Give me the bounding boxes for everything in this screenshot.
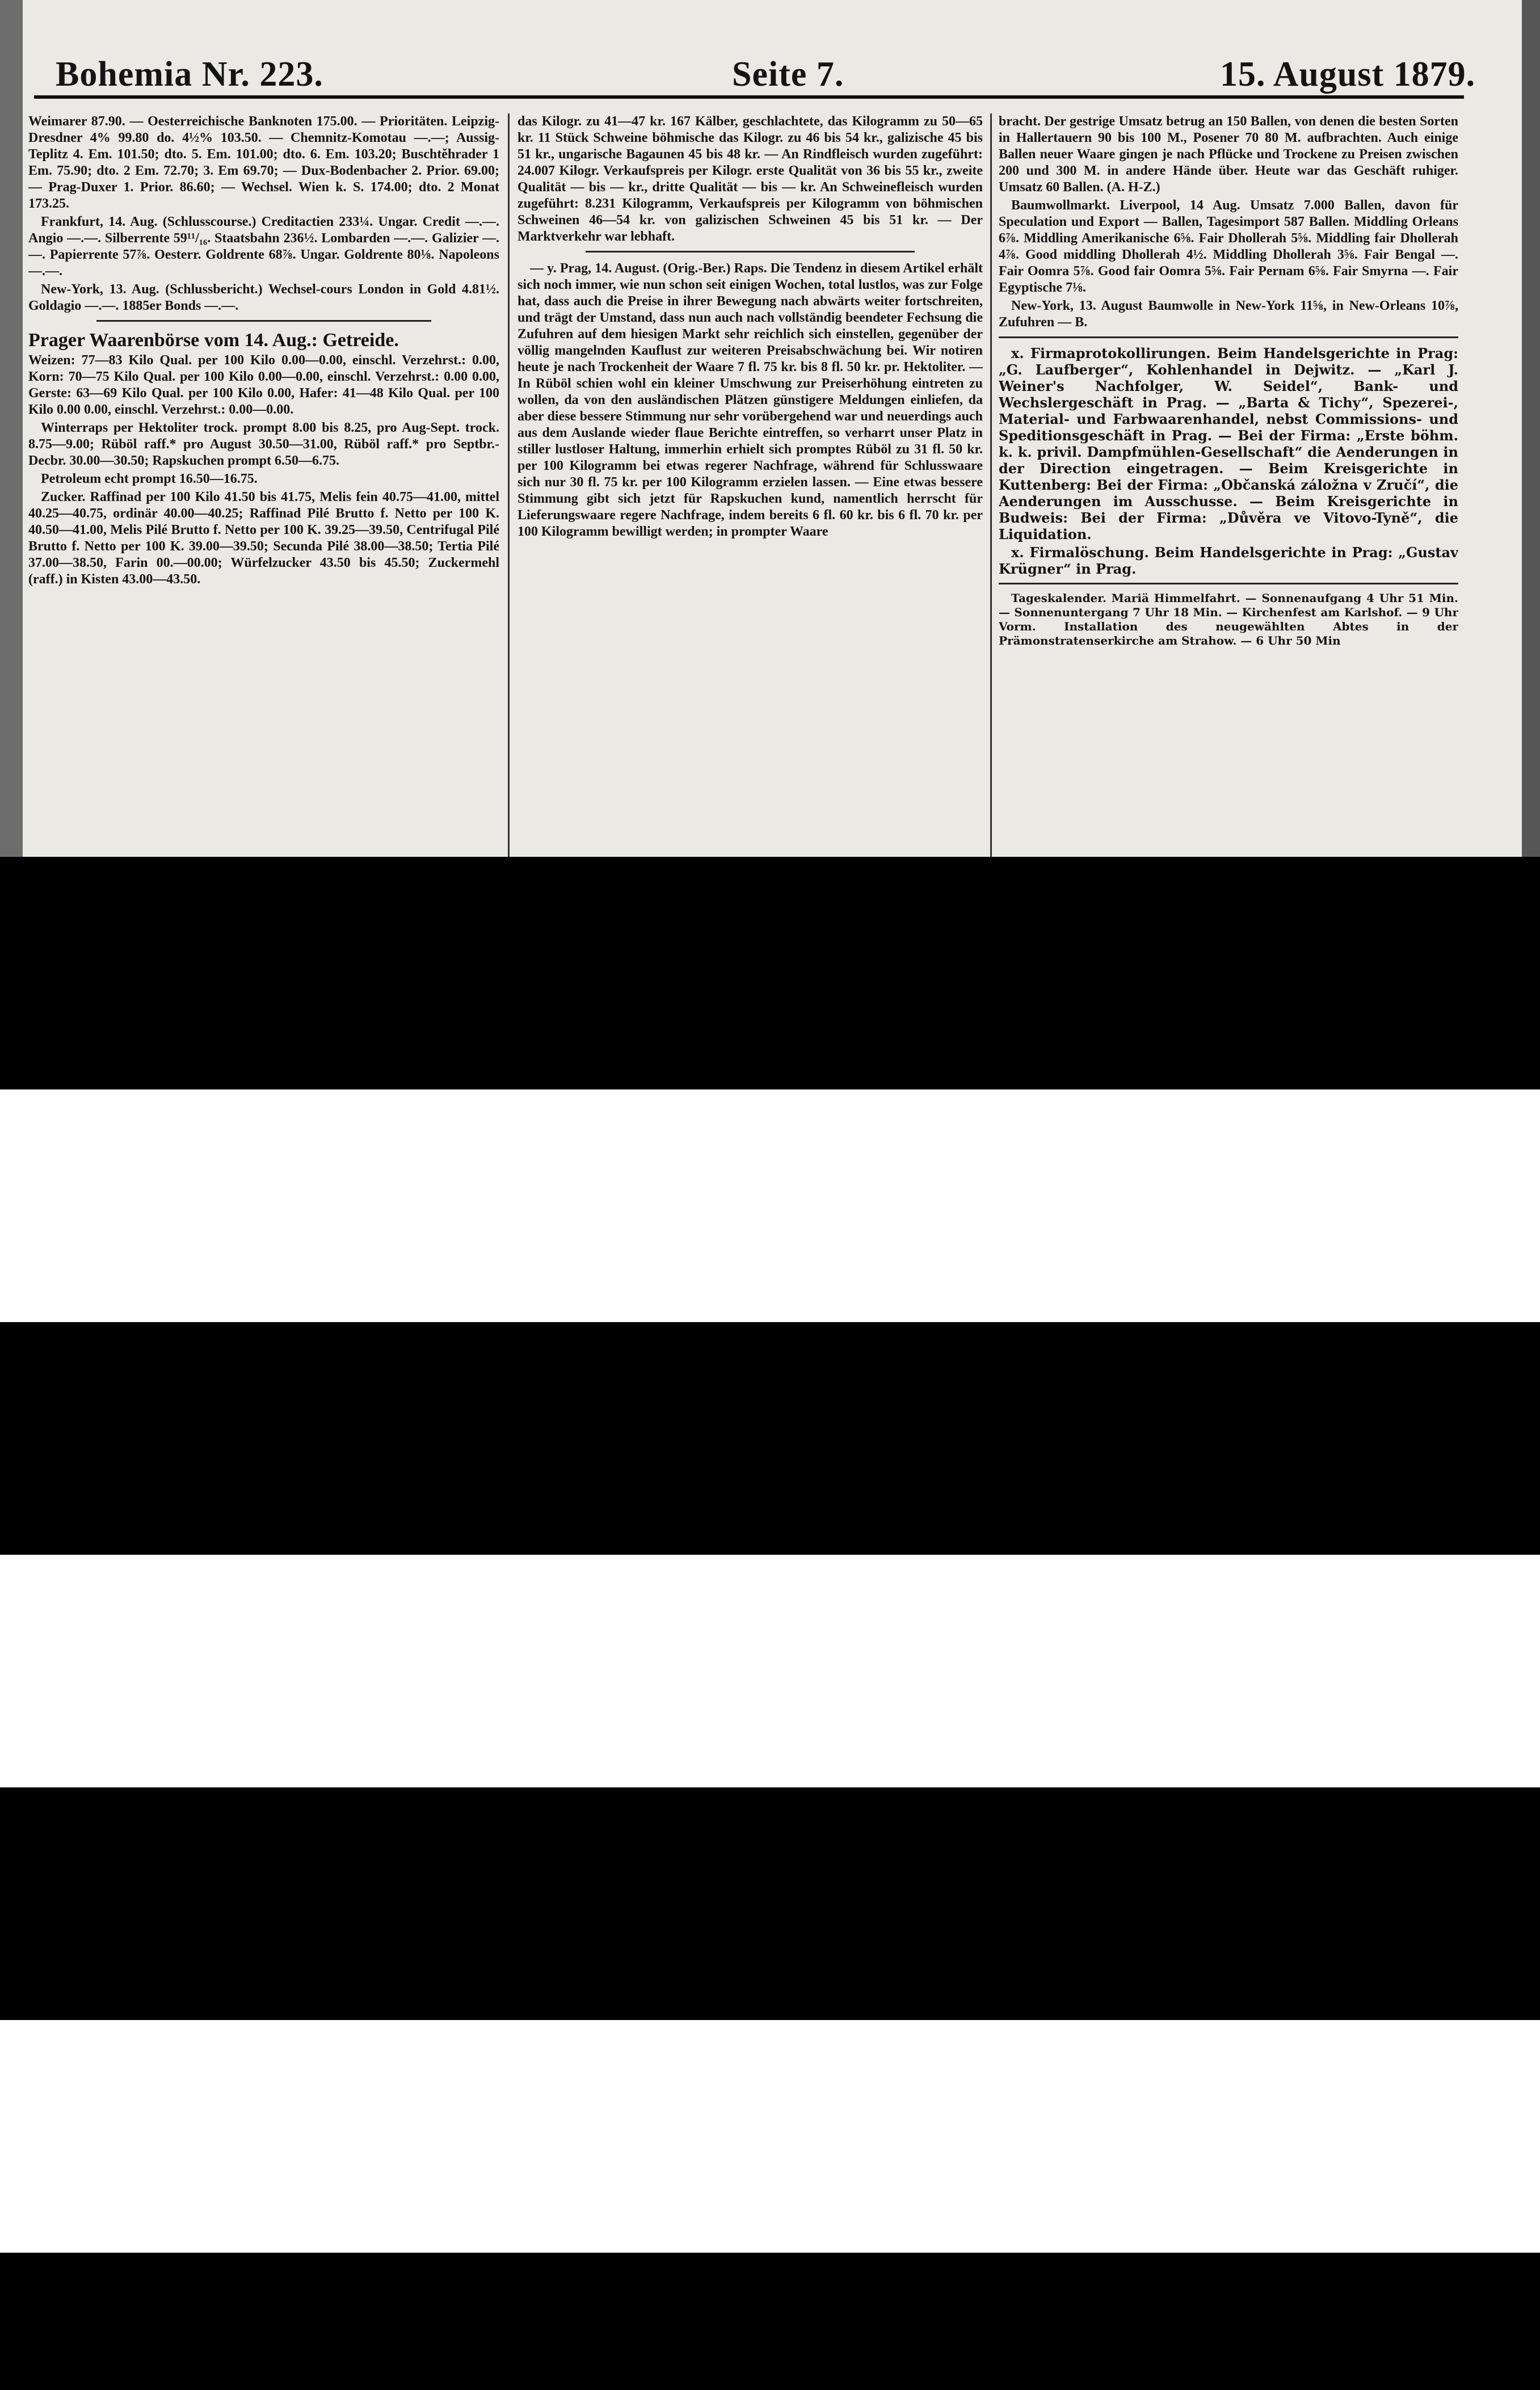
section-rule	[999, 583, 1458, 584]
rapeseed-report: — y. Prag, 14. August. (Orig.-Ber.) Raps. Die Tendenz in diesem Artikel erhält sich noch immer, wie nun schon seit einigen Wochen, total lustlos, was zur Folge hat, dass auch die Preise in ihrer Bewegung nach abwärts weiter fortschreiten, und trägt der Umstand, dass nun auch nach vollständig beendeter Fechsung die Zufuhren auf dem hiesigen Markt sehr reichlich sich einstellen, gegenüber der völlig mangelnden Kauflust zur weiteren Preisabschwächung bei. Wir notiren heute je nach Trockenheit der Waare 7 fl. 75 kr. bis 8 fl. 50 kr. pr. Hektoliter. — In Rüböl schien wohl ein kleiner Umschwung zur Preiserhöhung eintreten zu wollen, da von den ausländischen Plätzen günstigere Meldungen einliefen, da aber diese bessere Stimmung nur sehr vorübergehend war und neuerdings auch aus dem Auslande wieder flaue Berichte eintreffen, so verharrt unser Platz in stiller lustloser Haltung, immerhin erhielt sich promptes Rüböl zu 31 fl. 50 kr. per 100 Kilogramm bei etwas regerer Nachfrage, während für Schlusswaare sich nur 30 fl. 75 kr. per 100 Kilogramm erzielen lassen. — Eine etwas bessere Stimmung gibt sich jetzt für Rapskuchen kund, namentlich herrscht für Lieferungswaare regere Nachfrage, indem bereits 6 fl. 60 kr. bis 6 fl. 70 kr. per 100 Kilogramm bewilligt werden; in prompter Waare	[517, 261, 983, 539]
column-left	[28, 113, 499, 857]
black-band	[0, 2253, 1540, 2390]
column-middle	[517, 113, 983, 857]
hops-report: bracht. Der gestrige Umsatz betrug an 150 Ballen, von denen die besten Sorten in Hallertauern 90 bis 100 M., Posener 70 80 M. aufbrachten. Auch einige Ballen neuer Waare gingen je nach Pflücke und Trockene zu Preisen zwischen 200 und 300 M. in andere Hände über. Heute war das Geschäft ruhiger. Umsatz 60 Ballen. (A. H-Z.)	[999, 114, 1458, 195]
cotton-report: Baumwollmarkt. Liverpool, 14 Aug. Umsatz 7.000 Ballen, davon für Speculation und Export — Ballen, Tagesimport 587 Ballen. Middling Orleans 6⅞. Middling Amerikanische 6⅝. Fair Dhollerah 5⅝. Middling fair Dhollerah 4⅞. Good middling Dhollerah 4½. Middling Dhollerah 3⅝. Fair Bengal —. Fair Oomra 5⅞. Good fair Oomra 5⅝. Fair Pernam 6⅝. Fair Smyrna —. Fair Egyptische 7⅛.	[999, 198, 1458, 295]
header-rule	[34, 95, 1464, 99]
section-rule	[96, 320, 431, 322]
section-rule	[999, 336, 1458, 338]
boerse-heading: Prager Waarenbörse vom 14. Aug.: Getreide.	[28, 330, 399, 351]
frankfurt-report: Frankfurt, 14. Aug. (Schlusscourse.) Creditactien 233¼. Ungar. Credit —.—. Angio —.—. Silberrente 59¹¹/₁₆. Staatsbahn 236½. Lombarden —.—. Galizier —.—. Papierrente 57⅞. Oesterr. Goldrente 68⅞. Ungar. Goldrente 80⅛. Napoleons —.—.	[28, 214, 499, 279]
black-band	[0, 857, 1540, 1089]
grain-prices: Weizen: 77—83 Kilo Qual. per 100 Kilo 0.00—0.00, einschl. Verzehrst.: 0.00, Korn: 70—75 Kilo Qual. per 100 Kilo 0.00—0.00, einschl. Verzehrst.: 0.00 0.00, Gerste: 63—69 Kilo Qual. per 100 Kilo 0.00, Hafer: 41—48 Kilo Qual. per 100 Kilo 0.00 0.00, einschl. Verzehrst.: 0.00—0.00.	[28, 353, 499, 417]
newspaper-scan	[0, 0, 1540, 857]
newyork-report: New-York, 13. Aug. (Schlussbericht.) Wechsel-cours London in Gold 4.81½. Goldagio —.—. 1885er Bonds —.—.	[28, 282, 499, 313]
white-band	[0, 1555, 1540, 1787]
white-band	[0, 2020, 1540, 2253]
firm-registrations: x. Firmaprotokollirungen. Beim Handelsgerichte in Prag: „G. Laufberger“, Kohlenhandel in Dejwitz. — „Karl J. Weiner's Nachfolger, W. Seidel“, Bank- und Wechslergeschäft in Prag. — „Barta & Tichy“, Spezerei-, Material- und Farbwaarenhandel, nebst Commissions- und Speditionsgeschäft in Prag. — Bei der Firma: „Erste böhm. k. k. privil. Dampfmühlen-Gesellschaft“ die Aenderungen in der Direction eingetragen. — Beim Kreisgerichte in Kuttenberg: Bei der Firma: „Občanská záložna v Zručí“, die Aenderungen im Ausschusse. — Beim Kreisgerichte in Budweis: Bei der Firma: „Důvěra ve Vitovo-Tyně“, die Liquidation.	[999, 345, 1458, 542]
section-rule	[586, 251, 915, 253]
cattle-market-report: das Kilogr. zu 41—47 kr. 167 Kälber, geschlachtete, das Kilogramm zu 50—65 kr. 11 Stück Schweine böhmische das Kilogr. zu 46 bis 54 kr., galizische 45 bis 51 kr., ungarische Bagaunen 45 bis 48 kr. — An Rindfleisch wurden zugeführt: 24.007 Kilogr. Verkaufspreis per Kilogr. erste Qualität von 36 bis 55 kr., zweite Qualität — bis — kr., dritte Qualität — bis — kr. An Schweinefleisch wurden zugeführt: 8.231 Kilogramm, Verkaufspreis per Kilogramm von böhmischen Schweinen 46—54 kr. von galizischen Schweinen 45 bis 51 kr. — Der Marktverkehr war lebhaft.	[517, 114, 983, 244]
column-divider	[508, 113, 510, 857]
daily-calendar: Tageskalender. Mariä Himmelfahrt. — Sonnenaufgang 4 Uhr 51 Min. — Sonnenuntergang 7 Uhr 18 Min. — Kirchenfest am Karlshof. — 9 Uhr Vorm. Installation des neugewählten Abtes in der Prämonstratenserkirche am Strahow. — 6 Uhr 50 Min	[999, 591, 1458, 647]
white-band	[0, 1089, 1540, 1322]
header-page-number: Seite 7.	[732, 55, 844, 94]
black-band	[0, 1787, 1540, 2020]
header-publication: Bohemia Nr. 223.	[56, 55, 323, 94]
exchange-report: Weimarer 87.90. — Oesterreichische Banknoten 175.00. — Prioritäten. Leipzig-Dresdner 4% 99.80 do. 4½% 103.50. — Chemnitz-Komotau —.—; Aussig-Teplitz 4. Em. 101.50; dto. 5. Em. 101.00; dto. 6. Em. 103.20; Buschtěhrader 1 Em. 75.90; dto. 2 Em. 72.70; 3. Em 69.70; — Dux-Bodenbacher 2. Prior. 69.00; — Prag-Duxer 1. Prior. 86.60; — Wechsel. Wien k. S. 174.00; dto. 2 Monat 173.25.	[28, 114, 499, 211]
newyork-cotton-report: New-York, 13. August Baumwolle in New-York 11⅝, in New-Orleans 10⅞, Zufuhren — B.	[999, 298, 1458, 330]
sugar-prices: Zucker. Raffinad per 100 Kilo 41.50 bis 41.75, Melis fein 40.75—41.00, mittel 40.25—40.75, ordinär 40.00—40.25; Raffinad Pilé Brutto f. Netto per 100 K. 40.50—41.00, Melis Pilé Brutto f. Netto per 100 K. 39.25—39.50, Centrifugal Pilé Brutto f. Netto per 100 K. 39.00—39.50; Secunda Pilé 38.00—38.50; Tertia Pilé 37.00—38.50, Farin 00.—00.00; Würfelzucker 43.50 bis 45.50; Zuckermehl (raff.) in Kisten 43.00—43.50.	[28, 490, 499, 587]
scan-blank-band-area	[0, 857, 1540, 2390]
header-date: 15. August 1879.	[1220, 55, 1476, 94]
rapeseed-prices: Winterraps per Hektoliter trock. prompt 8.00 bis 8.25, pro Aug-Sept. trock. 8.75—9.00; Rüböl raff.* pro August 30.50—31.00, Rüböl raff.* pro Septbr.-Decbr. 30.00—30.50; Rapskuchen prompt 6.50—6.75.	[28, 420, 499, 468]
black-band	[0, 1322, 1540, 1555]
column-right	[999, 113, 1458, 857]
page-header	[0, 0, 1540, 96]
firm-deletion: x. Firmalöschung. Beim Handelsgerichte in Prag: „Gustav Krügner“ in Prag.	[999, 544, 1458, 577]
petroleum-prices: Petroleum echt prompt 16.50—16.75.	[41, 472, 258, 486]
column-divider	[990, 113, 992, 857]
